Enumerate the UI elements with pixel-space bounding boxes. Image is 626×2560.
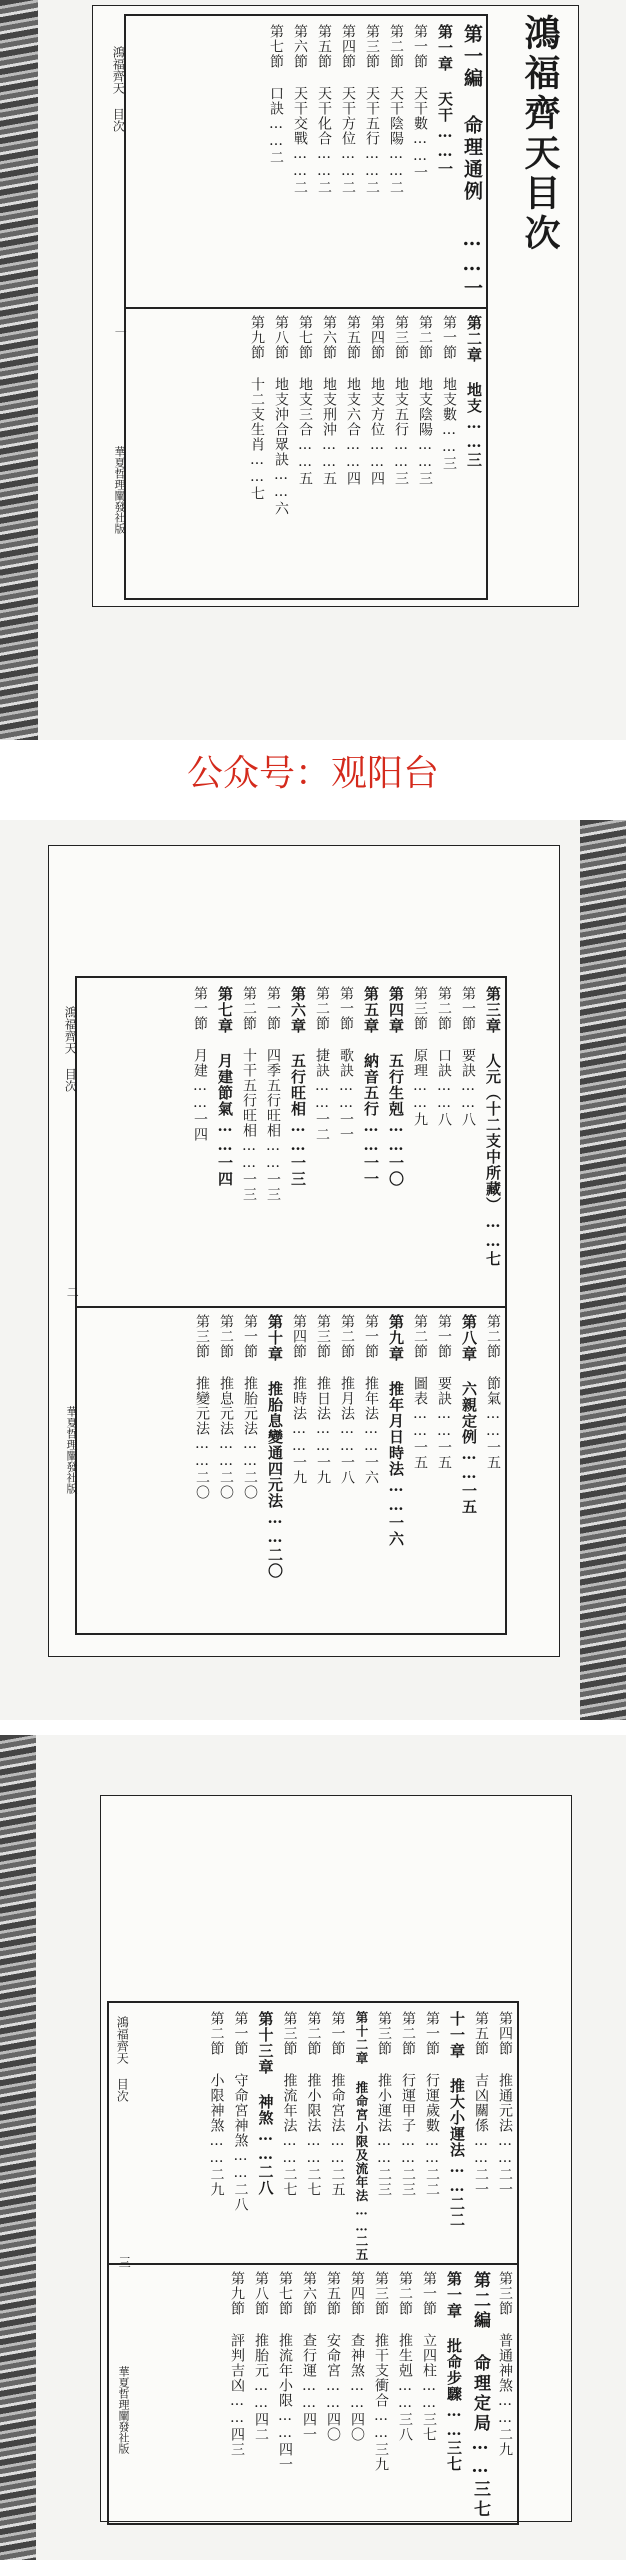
book-spine — [580, 820, 626, 1720]
toc-section-entry: 第二節 推小限法……二七 — [305, 2011, 322, 2197]
toc-section-entry: 第二節 捷訣……一二 — [314, 986, 330, 1142]
publisher-label: 華夏哲理闡發社版 — [117, 2366, 130, 2454]
scan-page-3 — [0, 1735, 626, 2560]
running-header: 鴻福齊天 目次 — [111, 46, 126, 132]
toc-section-entry: 第三節 推日法……一九 — [315, 1313, 331, 1485]
toc-section-entry: 第二節 推月法……一八 — [339, 1313, 355, 1485]
toc-chapter-entry: 第六章 五行旺相……一三 — [289, 986, 307, 1187]
toc-section-entry: 第四節 推通元法……二一 — [497, 2011, 513, 2197]
toc-section-entry: 第二節 推息元法……二〇 — [218, 1313, 234, 1500]
page-number: 二 — [65, 1286, 80, 1298]
toc-section-entry: 第二節 節氣……一五 — [485, 1313, 501, 1470]
toc-section-entry: 第五節 地支六合……四 — [345, 315, 361, 486]
toc-section-entry: 第五節 安命宮……四〇 — [325, 2271, 341, 2442]
book-title: 鴻福齊天目次 — [519, 14, 561, 254]
publisher-label: 華夏哲理闡發社版 — [65, 1406, 78, 1494]
toc-section-entry: 第九節 評判吉凶……四三 — [229, 2271, 245, 2457]
toc-section-entry: 第七節 地支三合……五 — [297, 315, 313, 486]
toc-chapter-entry: 第一章 批命步驟……三七 — [445, 2271, 463, 2472]
toc-chapter-entry: 十一章 推大小運法……二二 — [448, 2011, 466, 2228]
toc-section-entry: 第六節 查行運……四一 — [301, 2271, 317, 2442]
toc-chapter-entry: 第二章 地支……三 — [465, 315, 483, 468]
toc-section-entry: 第三節 推流年法……二七 — [281, 2011, 298, 2197]
toc-section-entry: 第二節 十干五行旺相……一三 — [241, 986, 257, 1202]
book-spine — [0, 0, 38, 740]
toc-section-entry: 第七節 推流年小限……四一 — [277, 2271, 293, 2472]
toc-section-entry: 第四節 地支方位……四 — [369, 315, 385, 486]
toc-section-entry: 第一節 歌訣……一一 — [338, 986, 354, 1142]
toc-lower-half — [77, 1306, 505, 1634]
toc-section-entry: 第一節 推胎元法……二〇 — [242, 1313, 258, 1500]
toc-section-entry: 第四節 天干方位……二 — [340, 24, 356, 195]
toc-section-entry: 第二節 天干陰陽……二 — [388, 24, 404, 195]
scan-page-2 — [0, 820, 626, 1720]
toc-section-entry: 第二節 行運甲子……二三 — [400, 2011, 416, 2197]
toc-sheet — [48, 845, 560, 1657]
toc-section-entry: 第二節 圖表……一五 — [412, 1313, 428, 1470]
toc-section-entry: 第三節 地支五行……三 — [393, 315, 409, 486]
toc-section-entry: 第六節 天干交戰……二 — [292, 24, 308, 195]
toc-chapter-entry: 第九章 推年月日時法……一六 — [387, 1313, 405, 1547]
toc-frame — [75, 976, 507, 1635]
toc-chapter-entry: 第四章 五行生剋……一〇 — [387, 986, 405, 1187]
toc-section-entry: 第一節 行運歲數……二二 — [424, 2011, 440, 2197]
running-header: 鴻福齊天 目次 — [115, 2016, 130, 2102]
toc-section-entry: 第一節 月建……一四 — [192, 986, 208, 1142]
toc-upper-half — [109, 2003, 517, 2265]
toc-section-entry: 第五節 天干化合……二 — [316, 24, 332, 195]
watermark-gzh: 公众号：观阳台 — [186, 752, 439, 793]
toc-section-entry: 第二節 小限神煞……二九 — [208, 2011, 225, 2197]
toc-section-entry: 第三節 天干五行……二 — [364, 24, 380, 195]
toc-section-entry: 第二節 推生剋……三八 — [397, 2271, 413, 2442]
toc-section-entry: 第一節 地支數……三 — [441, 315, 457, 471]
running-header: 鴻福齊天 目次 — [63, 1006, 78, 1092]
toc-chapter-entry: 第七章 月建節氣……一四 — [216, 986, 234, 1187]
toc-section-entry: 第一節 守命宮神煞……二八 — [232, 2011, 249, 2212]
toc-section-entry: 第八節 地支沖合眾訣……六 — [273, 315, 289, 516]
publisher-label: 華夏哲理闡發社版 — [113, 446, 126, 534]
toc-section-entry: 第五節 吉凶關係……二一 — [473, 2011, 489, 2197]
toc-section-entry: 第六節 地支刑沖……五 — [321, 315, 337, 486]
toc-section-entry: 第二節 地支陰陽……三 — [417, 315, 433, 486]
toc-section-entry: 第一節 推年法……一六 — [363, 1313, 379, 1485]
toc-section-entry: 第一節 天干數……一 — [412, 24, 428, 180]
toc-frame — [107, 2001, 519, 2525]
toc-upper-half — [77, 978, 505, 1308]
toc-chapter-entry: 第八章 六親定例……一五 — [460, 1313, 478, 1515]
toc-section-entry: 第八節 推胎元……四二 — [253, 2271, 269, 2442]
toc-chapter-entry: 第十三章 神煞……二八 — [256, 2011, 275, 2196]
toc-section-entry: 第九節 十二支生肖……七 — [249, 315, 265, 501]
toc-chapter-entry: 第十章 推胎息變通四元法……二〇 — [266, 1313, 284, 1579]
toc-section-entry: 第一節 四季五行旺相……一三 — [265, 986, 281, 1202]
toc-section-entry: 第一節 要訣……八 — [460, 986, 476, 1127]
toc-sheet — [100, 1795, 572, 2522]
toc-section-entry: 第七節 口訣……二 — [268, 24, 284, 165]
toc-chapter-entry: 第十二章 推命宮小限及流年法……二五 — [354, 2011, 369, 2262]
toc-frame — [124, 14, 488, 600]
toc-section-entry: 第二節 口訣……八 — [436, 986, 452, 1127]
toc-section-entry: 第三節 推干支衝合……三九 — [373, 2271, 389, 2472]
toc-chapter-entry: 第五章 納音五行……一一 — [362, 986, 380, 1187]
toc-section-entry: 第三節 推小運法……二三 — [376, 2011, 392, 2197]
toc-section-entry: 第一節 推命宮法……二五 — [329, 2011, 346, 2197]
toc-section-entry: 第一節 要訣……一五 — [436, 1313, 452, 1470]
toc-lower-half — [126, 307, 486, 598]
part-heading: 第一編 命理通例 ……一 — [461, 24, 483, 300]
book-spine — [0, 1735, 36, 2560]
page-number: 三 — [117, 2256, 132, 2268]
toc-section-entry: 第三節 推變元法……二〇 — [194, 1313, 210, 1500]
page-number: 一 — [113, 326, 128, 338]
toc-sheet — [92, 5, 579, 607]
toc-section-entry: 第三節 原理……九 — [412, 986, 428, 1127]
scan-page-1 — [0, 0, 626, 740]
toc-chapter-entry: 第三章 人元（十二支中所藏）……七 — [484, 986, 502, 1267]
toc-chapter-entry: 第一章 天干……一 — [436, 24, 454, 177]
toc-lower-half — [109, 2263, 517, 2523]
toc-section-entry: 第一節 立四柱……三七 — [421, 2271, 437, 2442]
toc-section-entry: 第三節 普通神煞……二九 — [497, 2271, 513, 2457]
toc-section-entry: 第四節 查神煞……四〇 — [349, 2271, 365, 2442]
toc-section-entry: 第四節 推時法……一九 — [291, 1313, 307, 1485]
toc-upper-half — [126, 16, 486, 309]
part-heading: 第二編 命理定局……三七 — [470, 2271, 490, 2520]
